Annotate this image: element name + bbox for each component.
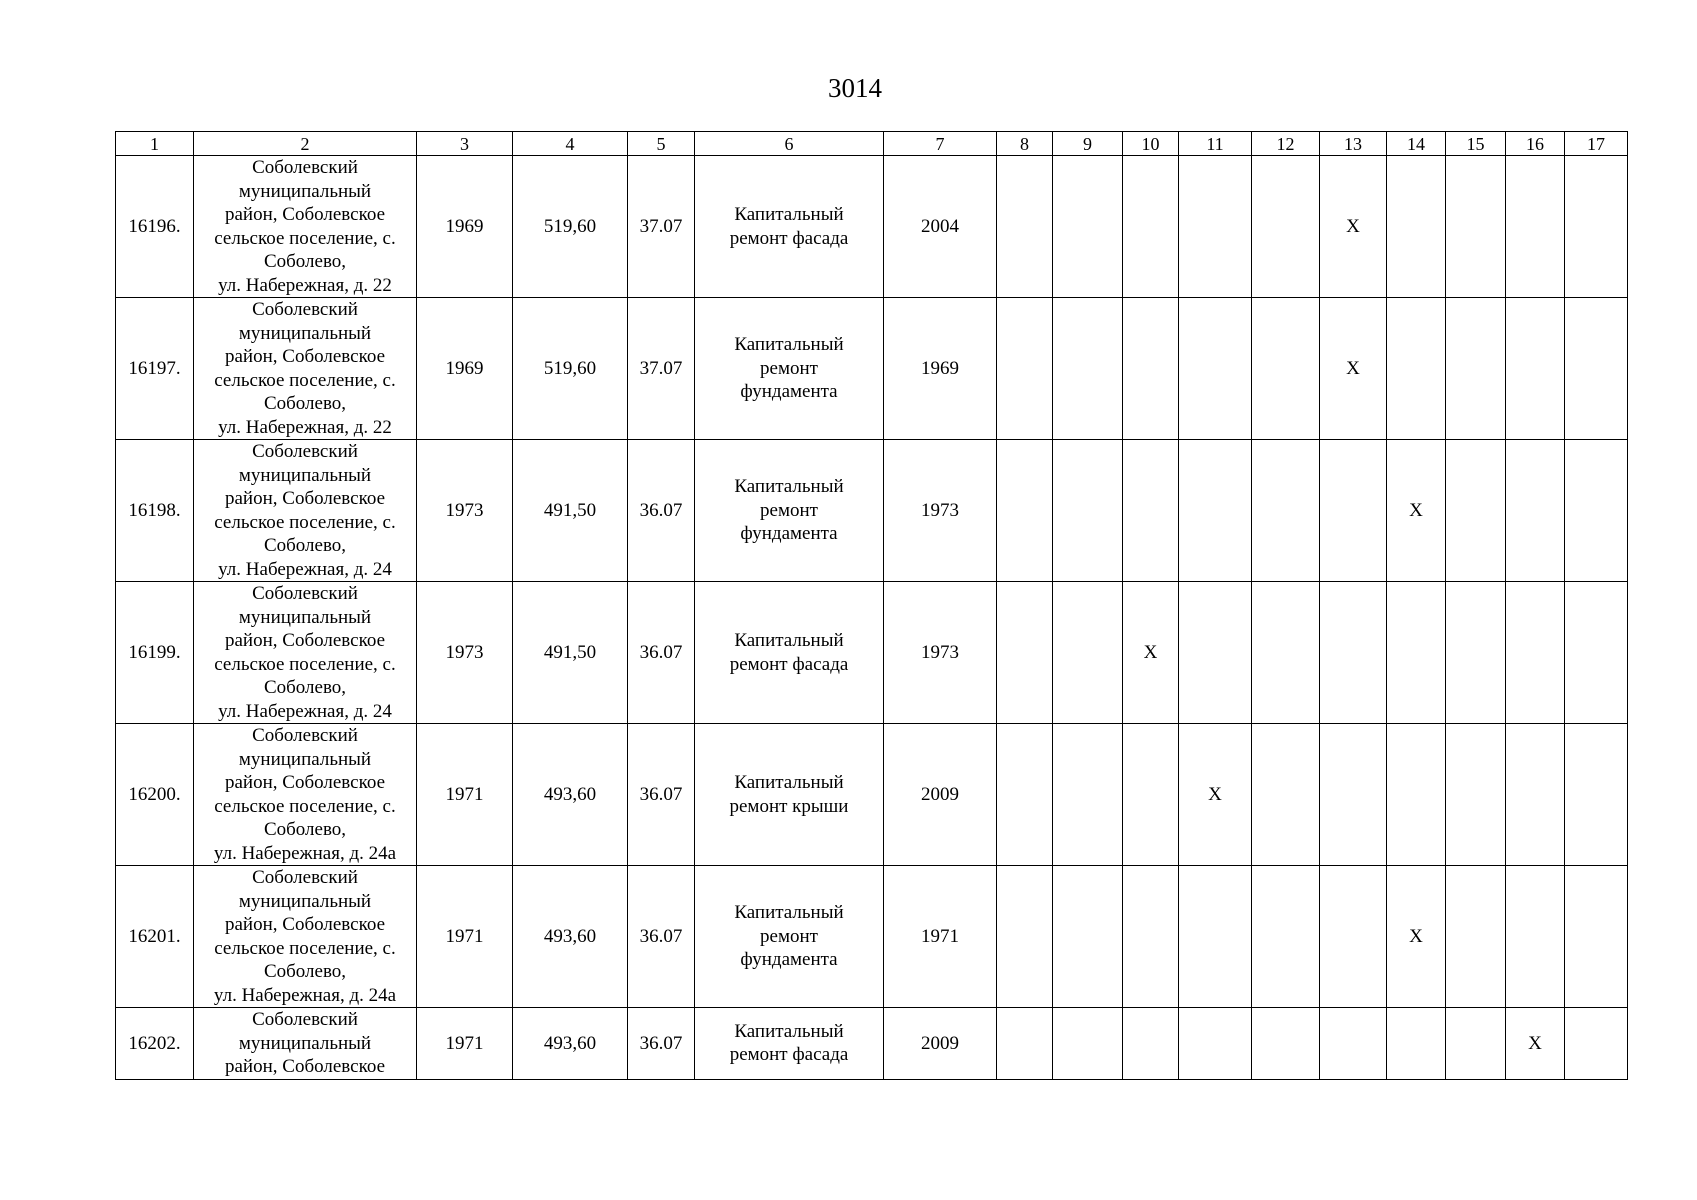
address-cell-line: сельское поселение, с. [214,227,396,249]
empty-cell-col-10 [1123,156,1179,298]
empty-cell-col-13 [1320,440,1387,582]
address-cell-line: сельское поселение, с. [214,937,396,959]
empty-cell-col-12 [1252,298,1320,440]
work-type-cell [695,724,884,866]
empty-cell-col-14 [1387,1008,1446,1080]
address-cell-line: муниципальный [238,606,372,628]
address-cell-line: Соболевский [252,583,358,604]
address-cell [194,866,417,1008]
address-cell-line: муниципальный [238,748,372,770]
address-cell-line: Соболево, [263,535,347,556]
empty-cell-col-11 [1179,582,1252,724]
address-cell [194,724,417,866]
mark-cell-col-14: X [1387,440,1446,582]
row-number-cell: 16196. [116,156,194,298]
empty-cell-col-12 [1252,582,1320,724]
empty-cell-col-12 [1252,156,1320,298]
column-number-16: 16 [1506,132,1565,156]
empty-cell-col-12 [1252,724,1320,866]
empty-cell-col-15 [1446,582,1506,724]
year-repair-cell: 1973 [884,582,997,724]
column-number-15: 15 [1446,132,1506,156]
empty-cell-col-11 [1179,298,1252,440]
address-cell [194,582,417,724]
empty-cell-col-15 [1446,298,1506,440]
address-cell-line: Соболевский [252,299,358,320]
area-cell: 493,60 [513,724,628,866]
area-cell: 493,60 [513,866,628,1008]
work-type-cell-line: ремонт [760,357,818,379]
table-header [116,132,1628,156]
empty-cell-col-17 [1565,866,1628,1008]
row-number-cell: 16200. [116,724,194,866]
empty-cell-col-9 [1053,1008,1123,1080]
address-cell-line: район, Соболевское [225,1056,385,1077]
work-type-cell-line: фундамента [740,949,838,971]
column-number-13: 13 [1320,132,1387,156]
empty-cell-col-9 [1053,866,1123,1008]
empty-cell-col-17 [1565,298,1628,440]
code-cell: 36.07 [628,582,695,724]
row-number-cell: 16201. [116,866,194,1008]
column-number-3: 3 [417,132,513,156]
address-cell-line: район, Соболевское [225,772,385,793]
address-cell-line: Соболевский [252,725,358,746]
year-repair-cell: 1971 [884,866,997,1008]
empty-cell-col-11 [1179,866,1252,1008]
work-type-cell [695,156,884,298]
column-number-11: 11 [1179,132,1252,156]
year-repair-cell: 2009 [884,1008,997,1080]
table-body [116,156,1628,1080]
code-cell: 37.07 [628,298,695,440]
address-cell-line: ул. Набережная, д. 24 [218,558,392,580]
empty-cell-col-17 [1565,1008,1628,1080]
area-cell: 491,50 [513,440,628,582]
table-row [116,724,1628,866]
table-row [116,582,1628,724]
address-cell-line: Соболевский [252,867,358,888]
empty-cell-col-8 [997,582,1053,724]
address-cell-line: ул. Набережная, д. 24а [213,842,397,864]
year-repair-cell: 2004 [884,156,997,298]
empty-cell-col-9 [1053,156,1123,298]
row-number-cell: 16197. [116,298,194,440]
address-cell-line: Соболево, [263,819,347,840]
mark-cell-col-13: X [1320,156,1387,298]
code-cell: 36.07 [628,866,695,1008]
address-cell-line: муниципальный [238,890,372,912]
address-cell-line: муниципальный [238,322,372,344]
address-cell-line: сельское поселение, с. [214,653,396,675]
year-built-cell: 1971 [417,724,513,866]
capital-repair-table [115,131,1628,1080]
table-row [116,440,1628,582]
area-cell: 493,60 [513,1008,628,1080]
year-built-cell: 1971 [417,866,513,1008]
empty-cell-col-8 [997,156,1053,298]
address-cell-line: сельское поселение, с. [214,511,396,533]
year-built-cell: 1973 [417,582,513,724]
empty-cell-col-10 [1123,866,1179,1008]
empty-cell-col-16 [1506,298,1565,440]
row-number-cell: 16198. [116,440,194,582]
address-cell-line: ул. Набережная, д. 24а [213,984,397,1006]
address-cell-line: район, Соболевское [225,630,385,651]
work-type-cell-line: Капитальный [734,772,844,793]
year-built-cell: 1969 [417,156,513,298]
empty-cell-col-10 [1123,724,1179,866]
address-cell-line: ул. Набережная, д. 24 [218,700,392,722]
row-number-cell: 16202. [116,1008,194,1080]
empty-cell-col-8 [997,1008,1053,1080]
empty-cell-col-14 [1387,298,1446,440]
table-row [116,156,1628,298]
code-cell: 36.07 [628,724,695,866]
empty-cell-col-8 [997,298,1053,440]
column-number-10: 10 [1123,132,1179,156]
work-type-cell [695,1008,884,1080]
mark-cell-col-14: X [1387,866,1446,1008]
address-cell [194,440,417,582]
work-type-cell [695,582,884,724]
empty-cell-col-15 [1446,1008,1506,1080]
address-cell-line: Соболевский [252,441,358,462]
empty-cell-col-12 [1252,440,1320,582]
empty-cell-col-10 [1123,1008,1179,1080]
code-cell: 36.07 [628,440,695,582]
empty-cell-col-9 [1053,724,1123,866]
address-cell-line: муниципальный [238,464,372,486]
work-type-cell [695,298,884,440]
table-row [116,298,1628,440]
empty-cell-col-13 [1320,582,1387,724]
empty-cell-col-9 [1053,582,1123,724]
year-repair-cell: 1973 [884,440,997,582]
area-cell: 491,50 [513,582,628,724]
empty-cell-col-10 [1123,440,1179,582]
address-cell-line: ул. Набережная, д. 22 [218,416,392,438]
page-number: 3014 [828,73,882,103]
code-cell: 37.07 [628,156,695,298]
code-cell: 36.07 [628,1008,695,1080]
work-type-cell [695,440,884,582]
empty-cell-col-16 [1506,156,1565,298]
address-cell-line: Соболево, [263,961,347,982]
work-type-cell-line: ремонт фасада [729,653,849,675]
year-built-cell: 1971 [417,1008,513,1080]
work-type-cell-line: Капитальный [734,1020,844,1042]
page-number-container [0,72,1697,104]
empty-cell-col-8 [997,440,1053,582]
empty-cell-col-17 [1565,440,1628,582]
address-cell [194,156,417,298]
address-cell-line: Соболевский [252,157,358,178]
column-number-7: 7 [884,132,997,156]
empty-cell-col-10 [1123,298,1179,440]
address-cell-line: район, Соболевское [225,346,385,367]
empty-cell-col-11 [1179,1008,1252,1080]
column-number-2: 2 [194,132,417,156]
column-number-17: 17 [1565,132,1628,156]
column-number-14: 14 [1387,132,1446,156]
mark-cell-col-11: X [1179,724,1252,866]
column-number-6: 6 [695,132,884,156]
address-cell-line: район, Соболевское [225,204,385,225]
empty-cell-col-11 [1179,156,1252,298]
mark-cell-col-16: X [1506,1008,1565,1080]
empty-cell-col-13 [1320,1008,1387,1080]
area-cell: 519,60 [513,298,628,440]
column-number-4: 4 [513,132,628,156]
column-number-5: 5 [628,132,695,156]
work-type-cell-line: ремонт фасада [729,1044,849,1066]
empty-cell-col-13 [1320,724,1387,866]
table-row [116,1008,1628,1080]
empty-cell-col-17 [1565,582,1628,724]
empty-cell-col-15 [1446,156,1506,298]
empty-cell-col-15 [1446,440,1506,582]
empty-cell-col-17 [1565,724,1628,866]
address-cell-line: Соболево, [263,251,347,272]
column-number-8: 8 [997,132,1053,156]
address-cell [194,1008,417,1080]
mark-cell-col-13: X [1320,298,1387,440]
address-cell-line: ул. Набережная, д. 22 [218,274,392,296]
empty-cell-col-12 [1252,1008,1320,1080]
address-cell-line: Соболево, [263,677,347,698]
work-type-cell-line: фундамента [740,381,838,403]
empty-cell-col-14 [1387,582,1446,724]
address-cell-line: муниципальный [238,180,372,202]
work-type-cell-line: Капитальный [734,630,844,651]
year-built-cell: 1973 [417,440,513,582]
address-cell-line: Соболево, [263,393,347,414]
work-type-cell-line: ремонт [760,925,818,947]
column-number-1: 1 [116,132,194,156]
empty-cell-col-12 [1252,866,1320,1008]
empty-cell-col-16 [1506,440,1565,582]
work-type-cell-line: Капитальный [734,902,844,924]
empty-cell-col-13 [1320,866,1387,1008]
address-cell-line: сельское поселение, с. [214,369,396,391]
empty-cell-col-8 [997,724,1053,866]
work-type-cell-line: ремонт фасада [729,227,849,249]
address-cell [194,298,417,440]
empty-cell-col-17 [1565,156,1628,298]
empty-cell-col-11 [1179,440,1252,582]
empty-cell-col-9 [1053,440,1123,582]
address-cell-line: сельское поселение, с. [214,795,396,817]
year-repair-cell: 1969 [884,298,997,440]
column-number-row [116,132,1628,156]
work-type-cell-line: ремонт крыши [729,795,849,817]
work-type-cell-line: ремонт [760,499,818,521]
address-cell-line: Соболевский [252,1009,358,1030]
table-row [116,866,1628,1008]
mark-cell-col-10: X [1123,582,1179,724]
empty-cell-col-15 [1446,866,1506,1008]
empty-cell-col-16 [1506,582,1565,724]
year-repair-cell: 2009 [884,724,997,866]
work-type-cell-line: Капитальный [734,334,844,356]
column-number-12: 12 [1252,132,1320,156]
empty-cell-col-14 [1387,156,1446,298]
empty-cell-col-16 [1506,866,1565,1008]
address-cell-line: район, Соболевское [225,914,385,935]
year-built-cell: 1969 [417,298,513,440]
work-type-cell-line: Капитальный [734,204,844,225]
empty-cell-col-15 [1446,724,1506,866]
column-number-9: 9 [1053,132,1123,156]
empty-cell-col-9 [1053,298,1123,440]
area-cell: 519,60 [513,156,628,298]
work-type-cell-line: Капитальный [734,476,844,498]
empty-cell-col-14 [1387,724,1446,866]
address-cell-line: район, Соболевское [225,488,385,509]
work-type-cell-line: фундамента [740,523,838,545]
empty-cell-col-8 [997,866,1053,1008]
work-type-cell [695,866,884,1008]
address-cell-line: муниципальный [238,1032,372,1054]
empty-cell-col-16 [1506,724,1565,866]
row-number-cell: 16199. [116,582,194,724]
